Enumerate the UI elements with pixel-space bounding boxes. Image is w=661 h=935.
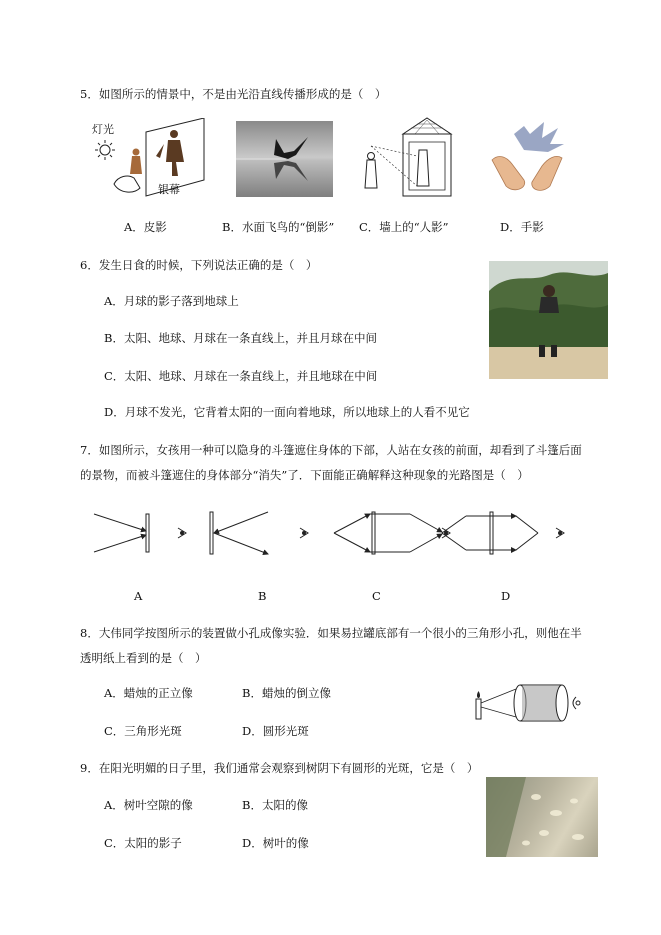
q7-label-b: B <box>258 589 267 603</box>
q9-option-b: B．太阳的像 <box>242 798 308 812</box>
q9-stem: 9．在阳光明媚的日子里，我们通常会观察到树阴下有圆形的光斑，它是（ ） <box>80 761 479 775</box>
q7-ray-diagrams <box>86 506 586 566</box>
diagram-c <box>334 512 450 554</box>
bird-reflection <box>274 161 308 181</box>
q9-option-c: C．太阳的影子 <box>104 836 182 850</box>
hand-puppet <box>130 149 142 175</box>
hands-shape <box>492 156 562 190</box>
q6-option-a: A．月球的影子落到地球上 <box>104 294 239 308</box>
shadow-shape <box>514 122 564 152</box>
q5-label-screen: 银幕 <box>158 183 180 196</box>
q5-option-d: D．手影 <box>500 220 544 234</box>
q7-label-d: D <box>501 589 511 603</box>
diagram-a <box>94 514 186 552</box>
q5-label-light: 灯光 <box>92 123 114 136</box>
bird-shape <box>274 137 308 159</box>
q7-label-a: A <box>134 589 143 603</box>
eye-icon <box>573 697 580 709</box>
candle-icon <box>476 691 481 719</box>
diagram-d <box>442 512 564 554</box>
q9-photo-light-spots <box>486 777 598 857</box>
q5-option-b: B．水面飞鸟的“倒影” <box>222 220 335 234</box>
q5-stem: 5．如图所示的情景中，不是由光沿直线传播形成的是（ ） <box>80 87 387 101</box>
q7-stem-line2: 的景物，而被斗篷遮住的身体部分“消失”了．下面能正确解释这种现象的光路图是（ ） <box>80 468 529 482</box>
q8-stem-line1: 8．大伟同学按图所示的装置做小孔成像实验．如果易拉罐底部有一个很小的三角形小孔，则他在半 <box>80 626 582 640</box>
q8-stem-line2: 透明纸上看到的是（ ） <box>80 651 207 665</box>
lamp-icon <box>95 140 115 160</box>
person-figure <box>365 153 377 189</box>
q6-stem: 6．发生日食的时候，下列说法正确的是（ ） <box>80 258 318 272</box>
q9-option-d: D．树叶的像 <box>242 836 309 850</box>
q6-photo-cloak-girl <box>489 261 608 379</box>
wall-shadow <box>417 150 429 186</box>
q8-option-a: A．蜡烛的正立像 <box>104 686 193 700</box>
q8-figure-pinhole-can <box>472 677 587 725</box>
q5-figure-hand-shadow <box>484 120 574 198</box>
eye-icon <box>442 528 450 538</box>
q6-option-d: D．月球不发光，它背着太阳的一面向着地球，所以地球上的人看不见它 <box>104 405 470 419</box>
eye-icon <box>556 528 564 538</box>
q8-option-c: C．三角形光斑 <box>104 724 182 738</box>
q7-stem-line1: 7．如图所示，女孩用一种可以隐身的斗篷遮住身体的下部，人站在女孩的前面，却看到了斗篷后面 <box>80 443 582 457</box>
q6-option-b: B．太阳、地球、月球在一条直线上，并且月球在中间 <box>104 331 377 345</box>
q5-figure-wall-shadow <box>357 116 462 200</box>
q9-option-a: A．树叶空隙的像 <box>104 798 193 812</box>
diagram-b <box>210 512 308 554</box>
q7-label-c: C <box>372 589 381 603</box>
q5-option-c: C．墙上的“人影” <box>359 220 449 234</box>
q8-option-b: B．蜡烛的倒立像 <box>242 686 331 700</box>
q8-option-d: D．圆形光斑 <box>242 724 309 738</box>
q5-option-a: A．皮影 <box>124 220 167 234</box>
q5-figure-bird-photo <box>236 121 333 197</box>
eye-icon <box>178 528 186 538</box>
eye-icon <box>300 528 308 538</box>
q6-option-c: C．太阳、地球、月球在一条直线上，并且地球在中间 <box>104 369 378 383</box>
